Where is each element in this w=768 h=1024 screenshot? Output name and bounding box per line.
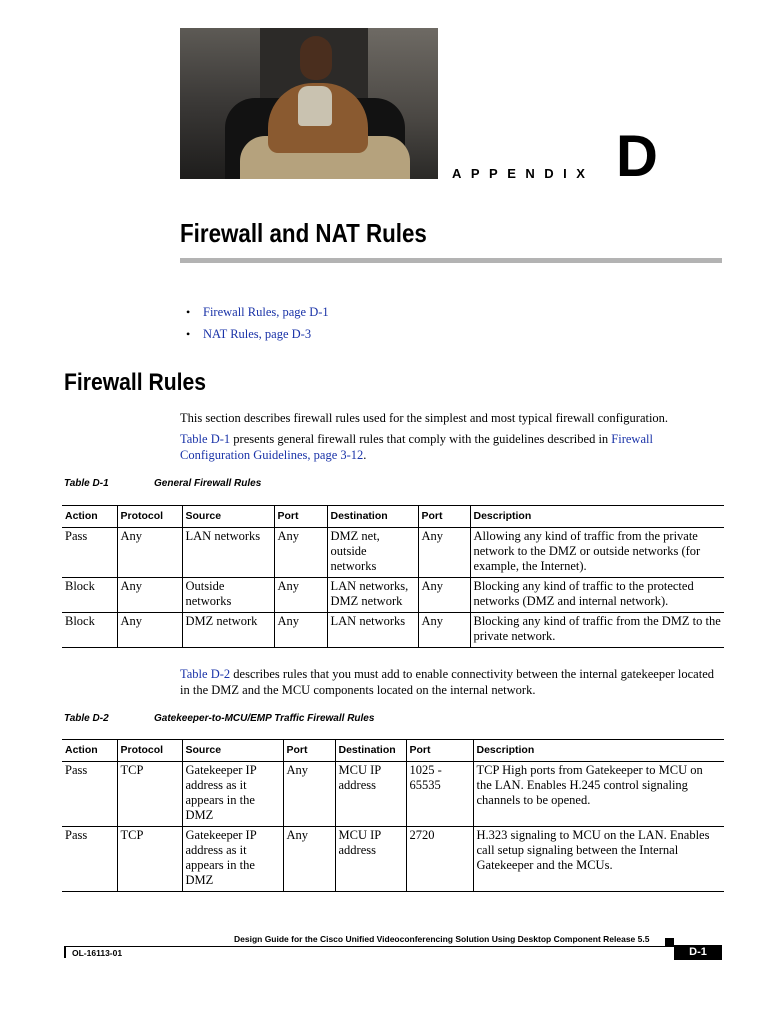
table2-title: Gatekeeper-to-MCU/EMP Traffic Firewall Rules <box>154 713 375 724</box>
table-d2-link[interactable]: Table D-2 <box>180 667 231 681</box>
col-header: Port <box>406 740 473 762</box>
cell: Any <box>418 613 470 648</box>
doc-number: OL-16113-01 <box>72 948 123 958</box>
table-row <box>62 613 724 648</box>
cell: Any <box>274 528 327 578</box>
col-header: Protocol <box>117 740 182 762</box>
col-header: Port <box>283 740 335 762</box>
table-header-row <box>62 506 724 528</box>
cell: MCU IP address <box>335 762 406 827</box>
page-number: D-1 <box>674 945 722 960</box>
gatekeeper-mcu-rules-table <box>62 739 724 892</box>
table-header-row <box>62 740 724 762</box>
table2-label: Table D-2 <box>64 713 109 724</box>
table1-label: Table D-1 <box>64 478 109 489</box>
cell: DMZ net, outside networks <box>327 528 418 578</box>
footer-title: Design Guide for the Cisco Unified Videoconferencing Solution Using Desktop Component Release 5.5 <box>234 934 650 944</box>
footer-tick <box>64 946 66 958</box>
section-intro: This section describes firewall rules used for the simplest and most typical firewall configuration. <box>180 411 669 425</box>
cell: Any <box>117 578 182 613</box>
col-header: Source <box>182 506 274 528</box>
col-header: Port <box>274 506 327 528</box>
cell: Blocking any kind of traffic to the protected networks (DMZ and internal network). <box>470 578 724 613</box>
table1-title: General Firewall Rules <box>154 478 262 489</box>
col-header: Source <box>182 740 283 762</box>
cell: Any <box>283 762 335 827</box>
cell: TCP <box>117 827 182 892</box>
cell: TCP High ports from Gatekeeper to MCU on the LAN. Enables H.245 control signaling channels to be opened. <box>473 762 724 827</box>
table-row <box>62 578 724 613</box>
table-row <box>62 528 724 578</box>
section-title: Firewall Rules <box>64 369 207 396</box>
table2-intro-paragraph: Table D-2 describes rules that you must add to enable connectivity between the internal gatekeeper located in the DMZ and the MCU components located on the internal network. <box>180 667 715 697</box>
cell: LAN networks <box>182 528 274 578</box>
cell: Gatekeeper IP address as it appears in the DMZ <box>182 762 283 827</box>
cell: Pass <box>62 827 117 892</box>
col-header: Port <box>418 506 470 528</box>
table1-caption <box>64 478 262 489</box>
cell: Any <box>283 827 335 892</box>
cell: 1025 - 65535 <box>406 762 473 827</box>
cell: Any <box>418 528 470 578</box>
cell: Outside networks <box>182 578 274 613</box>
col-header: Protocol <box>117 506 182 528</box>
cell: DMZ network <box>182 613 274 648</box>
toc-link-firewall-rules[interactable]: Firewall Rules, page D-1 <box>203 305 329 319</box>
cell: Any <box>117 528 182 578</box>
chapter-title: Firewall and NAT Rules <box>180 218 427 248</box>
col-header: Destination <box>327 506 418 528</box>
header-photo <box>180 28 438 179</box>
appendix-label: APPENDIX <box>452 166 595 181</box>
bullet-icon: • <box>186 305 191 319</box>
cell: Block <box>62 578 117 613</box>
cell: TCP <box>117 762 182 827</box>
col-header: Action <box>62 506 117 528</box>
table-row <box>62 827 724 892</box>
toc-list <box>186 304 329 348</box>
cell: Pass <box>62 762 117 827</box>
cell: 2720 <box>406 827 473 892</box>
cell: Allowing any kind of traffic from the private network to the DMZ or outside networks (for example, the Internet). <box>470 528 724 578</box>
cell: MCU IP address <box>335 827 406 892</box>
table-row <box>62 762 724 827</box>
cell: Any <box>117 613 182 648</box>
title-rule <box>180 258 722 263</box>
bullet-icon: • <box>186 327 191 341</box>
toc-item <box>186 304 329 326</box>
cell: Any <box>274 613 327 648</box>
cell: Block <box>62 613 117 648</box>
footer-rule <box>64 946 674 947</box>
cell: LAN networks <box>327 613 418 648</box>
cell: Gatekeeper IP address as it appears in the DMZ <box>182 827 283 892</box>
col-header: Action <box>62 740 117 762</box>
col-header: Description <box>473 740 724 762</box>
general-firewall-rules-table <box>62 505 724 648</box>
table-intro-paragraph: Table D-1 presents general firewall rules that comply with the guidelines described in Firewall Configuration Guidelines, page 3-12. <box>180 432 653 462</box>
col-header: Destination <box>335 740 406 762</box>
cell: Any <box>274 578 327 613</box>
cell: LAN networks, DMZ network <box>327 578 418 613</box>
toc-item <box>186 326 329 348</box>
cell: Blocking any kind of traffic from the DMZ to the private network. <box>470 613 724 648</box>
cell: Any <box>418 578 470 613</box>
table2-caption <box>64 713 375 724</box>
cell: H.323 signaling to MCU on the LAN. Enables call setup signaling between the Internal Gatekeeper and the MCUs. <box>473 827 724 892</box>
guidelines-link[interactable]: Firewall Configuration Guidelines, page 3-12 <box>180 432 653 462</box>
appendix-letter: D <box>616 124 658 189</box>
col-header: Description <box>470 506 724 528</box>
cell: Pass <box>62 528 117 578</box>
toc-link-nat-rules[interactable]: NAT Rules, page D-3 <box>203 327 312 341</box>
table-d1-link[interactable]: Table D-1 <box>180 432 231 446</box>
